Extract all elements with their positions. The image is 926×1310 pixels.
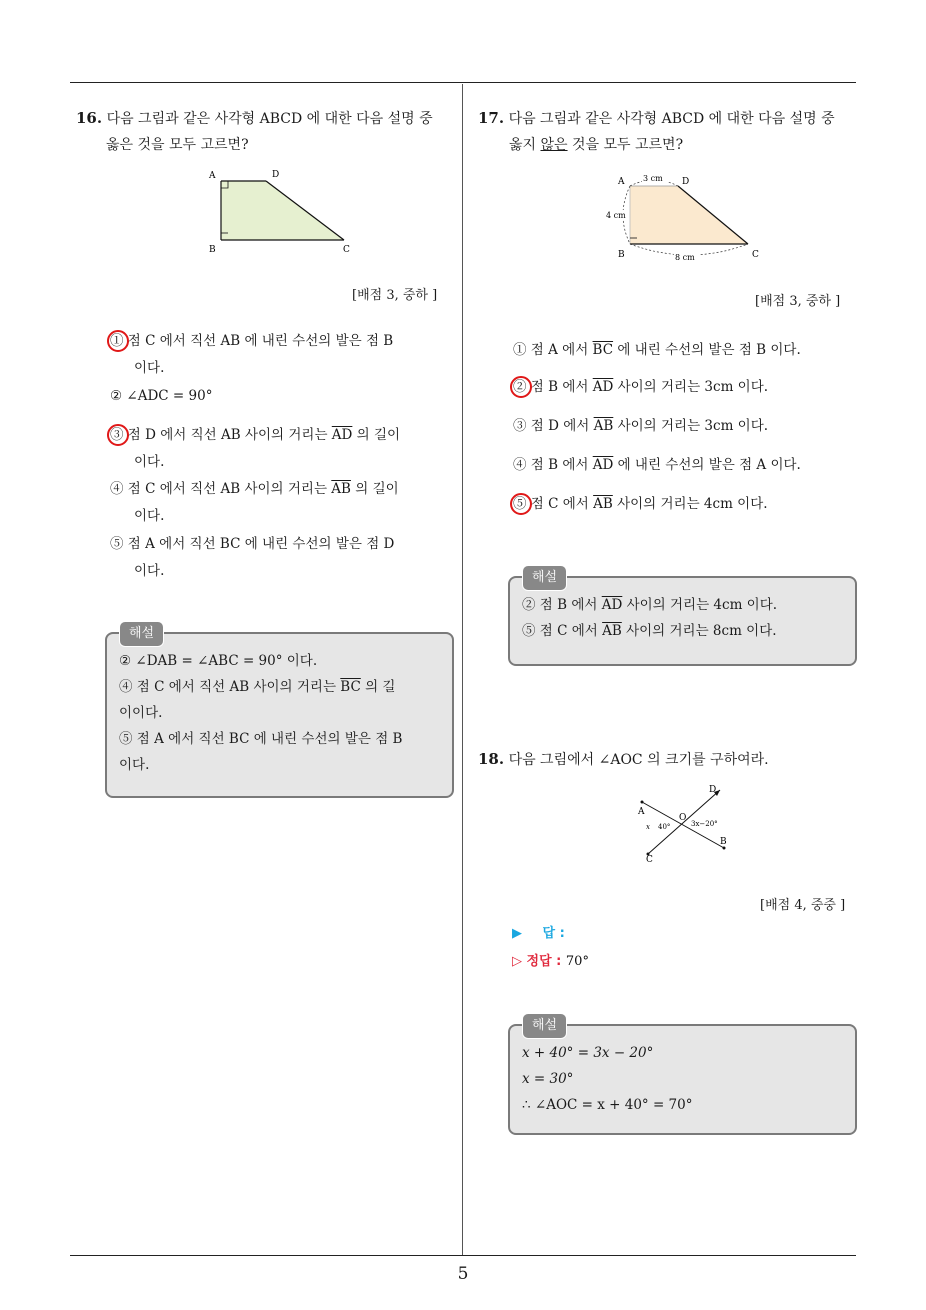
option-number: ① [110, 333, 124, 349]
option-text: 점 C 에서 직선 AB 에 내린 수선의 발은 점 B [127, 333, 394, 349]
option-text: 점 D 에서 [530, 418, 594, 434]
option-text: 사이의 거리는 3cm 이다. [613, 379, 769, 395]
option-text: 사이의 거리는 3cm 이다. [613, 418, 769, 434]
label-C: C [343, 245, 350, 255]
score-17: [배점 3, 중하 ] [755, 294, 841, 309]
label-B: B [720, 837, 727, 847]
segment: $\overline{AB}$ [593, 496, 613, 512]
option-2[interactable] [110, 383, 455, 410]
option-number: ③ [110, 427, 124, 443]
option-text: 점 C 에서 [530, 496, 594, 512]
segment: $\overline{BC}$ [592, 342, 614, 358]
score-18: [배점 4, 중중 ] [760, 898, 846, 913]
label-angle-3x: 3x−20° [691, 820, 718, 828]
bottom-rule [70, 1255, 856, 1256]
page-number: 5 [457, 1264, 469, 1284]
trapezoid-figure-16 [200, 165, 360, 257]
question-text: 것을 모두 고르면? [567, 137, 684, 153]
segment: $\overline{AD}$ [592, 379, 614, 395]
explanation-box-17 [508, 570, 857, 666]
explanation-line: ② ∠DAB = ∠ABC = 90° 이다. [119, 653, 318, 669]
question-text-underlined: 않은 [540, 137, 568, 153]
hollow-arrow-icon: ▷ [512, 954, 522, 969]
option-2[interactable] [513, 374, 858, 401]
segment: $\overline{AD}$ [592, 457, 614, 473]
question-number: 17. [478, 109, 505, 127]
option-number: ② [513, 379, 527, 395]
question-16 [76, 105, 461, 158]
label-angle-40: 40° [658, 823, 671, 831]
explanation-line: ② 점 B 에서 $\overline{AD}$ 사이의 거리는 4cm 이다. [522, 597, 778, 613]
score-16: [배점 3, 중하 ] [352, 288, 438, 303]
correct-answer-row [512, 950, 589, 969]
answer-input-row[interactable] [512, 922, 565, 941]
column-divider [462, 84, 463, 1256]
option-text: 의 길이 [352, 427, 401, 443]
option-number: ④ [513, 457, 527, 473]
label-x: x [646, 823, 650, 831]
option-text: 점 A 에서 [530, 342, 593, 358]
explanation-title: 해설 [119, 621, 164, 647]
explanation-title: 해설 [522, 1013, 567, 1039]
option-text: 점 D 에서 직선 AB 사이의 거리는 [127, 427, 332, 443]
label-D: D [709, 785, 717, 795]
explanation-box-16 [105, 626, 454, 798]
label-B: B [209, 245, 216, 255]
question-text: 다음 그림과 같은 사각형 ABCD 에 대한 다음 설명 중 [106, 111, 433, 127]
segment: $\overline{BC}$ [340, 679, 361, 695]
question-number: 18. [478, 750, 505, 768]
trapezoid-figure-17 [600, 168, 770, 263]
label-B: B [618, 250, 625, 260]
label-top: 3 cm [643, 174, 663, 183]
option-number: ⑤ [110, 536, 124, 552]
intersecting-lines-figure-18 [632, 782, 742, 867]
option-text: 사이의 거리는 4cm 이다. [612, 496, 768, 512]
option-4[interactable] [513, 452, 858, 479]
label-C: C [646, 855, 653, 865]
segment: $\overline{AB}$ [602, 623, 622, 639]
option-text: ∠ADC = 90° [126, 388, 213, 404]
explanation-box-18 [508, 1018, 857, 1135]
explanation-line: x = 30° [522, 1071, 574, 1087]
question-17 [478, 105, 863, 158]
option-5[interactable] [110, 531, 455, 585]
question-text: 다음 그림과 같은 사각형 ABCD 에 대한 다음 설명 중 [508, 111, 835, 127]
explanation-title: 해설 [522, 565, 567, 591]
segment: $\overline{AB}$ [331, 481, 351, 497]
explanation-line: x + 40° = 3x − 20° [522, 1045, 654, 1061]
segment: $\overline{AB}$ [593, 418, 614, 434]
option-3[interactable] [513, 413, 858, 440]
answer-label: 답 : [542, 926, 565, 941]
label-A: A [209, 171, 216, 181]
option-1[interactable] [513, 337, 858, 364]
option-text-cont: 이다. [134, 360, 165, 376]
question-number: 16. [76, 109, 103, 127]
segment: $\overline{AD}$ [331, 427, 353, 443]
question-text: 옳은 것을 모두 고르면? [106, 137, 249, 153]
question-text: 옳지 [509, 137, 541, 153]
explanation-line: ⑤ 점 A 에서 직선 BC 에 내린 수선의 발은 점 B [119, 731, 403, 747]
option-text: 점 B 에서 [530, 457, 593, 473]
play-arrow-icon: ▶ [512, 926, 522, 941]
correct-answer-label: 정답 : [526, 954, 562, 969]
label-left: 4 cm [606, 211, 626, 220]
option-text: 에 내린 수선의 발은 점 A 이다. [613, 457, 801, 473]
label-C: C [752, 250, 759, 260]
label-bottom: 8 cm [675, 253, 695, 262]
option-text-cont: 이다. [134, 563, 165, 579]
option-text: 점 B 에서 [530, 379, 593, 395]
correct-answer-value: 70° [565, 954, 589, 969]
question-18 [478, 746, 863, 773]
explanation-line: ∴ ∠AOC = x + 40° = 70° [522, 1097, 693, 1113]
option-text-cont: 이다. [134, 454, 165, 470]
option-number: ② [110, 388, 123, 404]
label-A: A [638, 807, 645, 817]
option-4[interactable] [110, 476, 455, 530]
option-text: 점 C 에서 직선 AB 사이의 거리는 [127, 481, 332, 497]
explanation-line: ⑤ 점 C 에서 $\overline{AB}$ 사이의 거리는 8cm 이다. [522, 623, 777, 639]
question-text: 다음 그림에서 ∠AOC 의 크기를 구하여라. [508, 752, 769, 768]
label-D: D [272, 170, 280, 180]
option-number: ④ [110, 481, 124, 497]
option-1[interactable] [110, 328, 455, 382]
label-A: A [618, 177, 625, 187]
explanation-line: ④ 점 C 에서 직선 AB 사이의 거리는 $\overline{BC}$ 의 길 [119, 679, 396, 695]
option-3[interactable] [110, 422, 455, 476]
label-O: O [679, 813, 687, 823]
option-text: 의 길이 [350, 481, 399, 497]
option-text: 에 내린 수선의 발은 점 B 이다. [613, 342, 801, 358]
option-number: ⑤ [513, 496, 527, 512]
explanation-line: 이다. [119, 757, 150, 773]
label-D: D [682, 177, 690, 187]
segment: $\overline{AD}$ [601, 597, 623, 613]
option-text: 점 A 에서 직선 BC 에 내린 수선의 발은 점 D [127, 536, 395, 552]
option-5[interactable] [513, 491, 858, 518]
explanation-line: 이이다. [119, 705, 163, 721]
top-rule [70, 82, 856, 83]
option-number: ③ [513, 418, 527, 434]
option-text-cont: 이다. [134, 508, 165, 524]
option-number: ① [513, 342, 527, 358]
